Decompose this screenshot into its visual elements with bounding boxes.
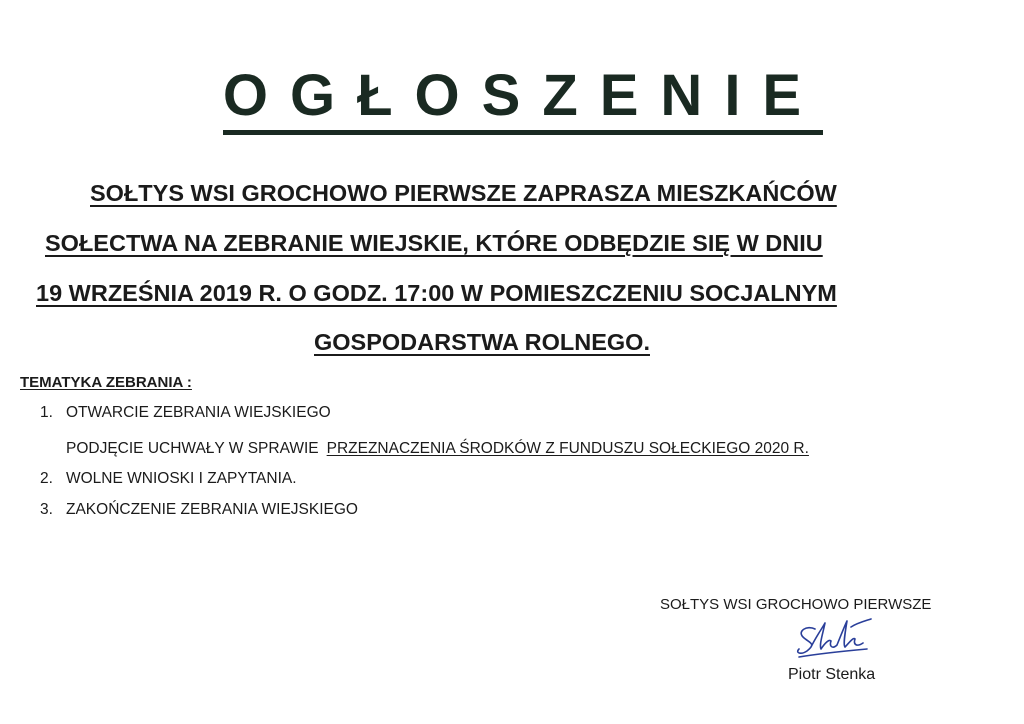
agenda-item-2	[40, 469, 297, 489]
handwritten-signature	[793, 617, 873, 661]
agenda-item-number: 3.	[40, 501, 53, 518]
agenda-item-1	[40, 403, 331, 423]
agenda-heading: TEMATYKA ZEBRANIA :	[20, 374, 192, 391]
intro-line-4: GOSPODARSTWA ROLNEGO.	[314, 329, 650, 355]
agenda-item-1-continuation	[66, 439, 809, 459]
signatory-name: Piotr Stenka	[788, 666, 876, 683]
signatory-role: SOŁTYS WSI GROCHOWO PIERWSZE	[660, 596, 932, 613]
agenda-item-text: ZAKOŃCZENIE ZEBRANIA WIEJSKIEGO	[66, 501, 358, 518]
agenda-item-text: WOLNE WNIOSKI I ZAPYTANIA.	[66, 470, 297, 487]
agenda-item-number: 1.	[40, 404, 53, 421]
intro-line-2: SOŁECTWA NA ZEBRANIE WIEJSKIE, KTÓRE ODBĘDZIE SIĘ W DNIU	[45, 230, 823, 256]
agenda-item-text: OTWARCIE ZEBRANIA WIEJSKIEGO	[66, 404, 331, 421]
agenda-item-3	[40, 500, 358, 520]
announcement-title	[0, 64, 1024, 135]
intro-line-3: 19 WRZEŚNIA 2019 R. O GODZ. 17:00 W POMIESZCZENIU SOCJALNYM	[36, 280, 837, 306]
agenda-item-text: PODJĘCIE UCHWAŁY W SPRAWIE	[66, 440, 319, 457]
agenda-item-number: 2.	[40, 470, 53, 487]
intro-line-1: SOŁTYS WSI GROCHOWO PIERWSZE ZAPRASZA MIESZKAŃCÓW	[90, 180, 837, 206]
agenda-item-underlined-text: PRZEZNACZENIA ŚRODKÓW Z FUNDUSZU SOŁECKIEGO 2020 R.	[326, 440, 809, 457]
announcement-title-text: OGŁOSZENIE	[223, 64, 823, 135]
